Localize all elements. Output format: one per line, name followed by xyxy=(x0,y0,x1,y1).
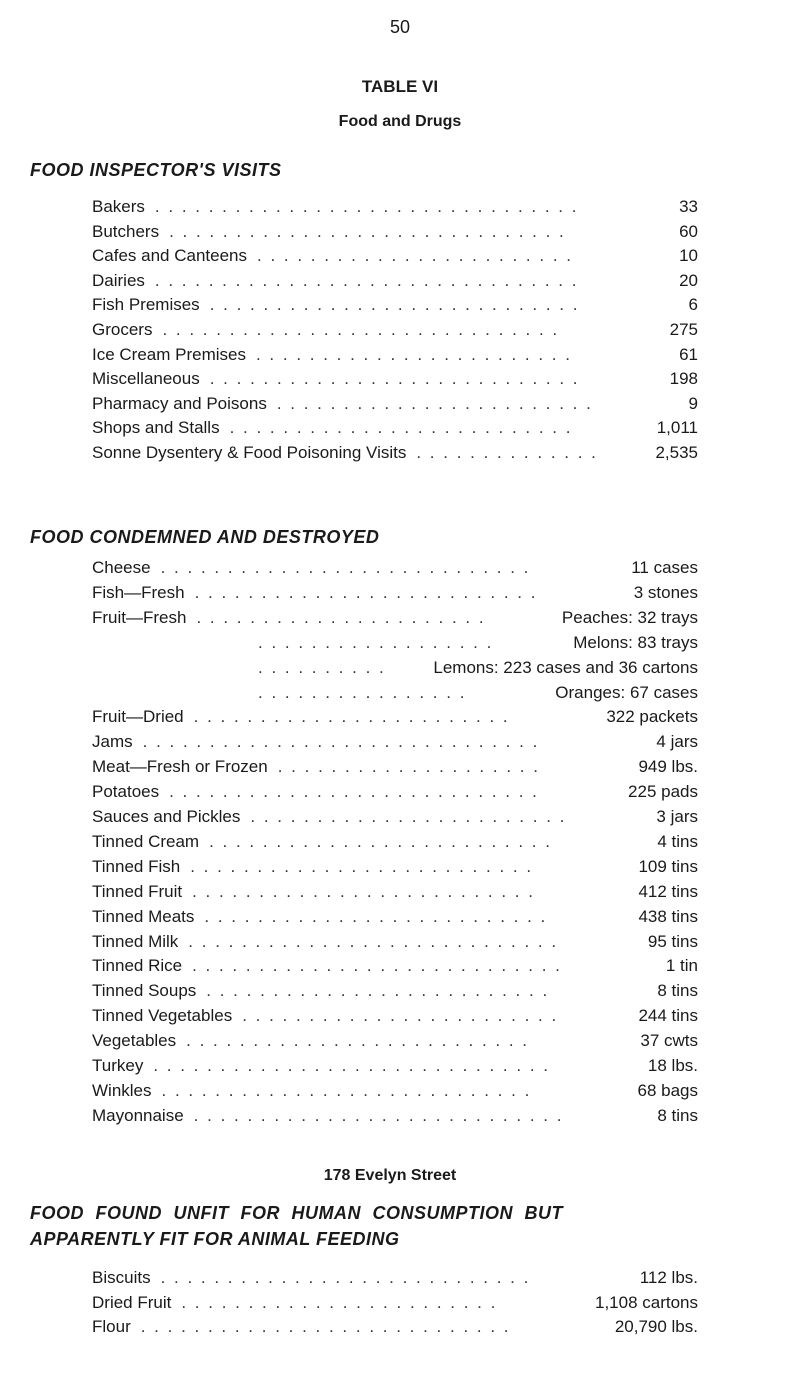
inspector-visits-heading: FOOD INSPECTOR'S VISITS xyxy=(30,160,282,180)
dot-leader: . . . . . . . . . . . . . . . . . . . . . . . . . . . . . . . . xyxy=(154,197,579,216)
row-value: 8 tins xyxy=(657,1105,698,1125)
table-row xyxy=(88,366,698,392)
row-value: 198 xyxy=(669,369,698,389)
dot-leader: . . . . . . . . . . . . . . . . . . . . . . . . . . xyxy=(204,906,548,926)
row-label: Ice Cream Premises xyxy=(92,344,246,364)
row-value: 244 tins xyxy=(638,1006,698,1026)
row-label: Dairies xyxy=(92,270,145,290)
dot-leader: . . . . . . . . . . . . . . . . . . . . . . . . . . xyxy=(192,881,535,901)
dot-leader: . . . . . . . . . . . . . . . . . . . . . . . . . . . . xyxy=(188,931,559,951)
row-value: 1 tin xyxy=(665,956,698,976)
dot-leader: . . . . . . . . . . . . . . . . . . xyxy=(258,632,494,652)
table-row xyxy=(88,1028,698,1054)
dot-leader: . . . . . . . . . . . . . . . . . . . . . . . . . . xyxy=(206,981,550,1001)
row-value: 949 lbs. xyxy=(638,757,698,777)
dot-leader: . . . . . . . . . . . . . . . . . . . . . . . . . . . . . . . . xyxy=(154,270,579,290)
dot-leader: . . . . . . . . . . . . . . . . . . . . . . . . xyxy=(257,246,573,266)
dot-leader: . . . . . . . . . . . . . . . . . . . . . . . . xyxy=(250,807,567,826)
page-number: 50 xyxy=(389,17,411,37)
table-row xyxy=(88,1265,698,1291)
row-value: Lemons: 223 cases and 36 cartons xyxy=(433,657,698,677)
row-value: 225 pads xyxy=(628,782,698,802)
row-value: Melons: 83 trays xyxy=(573,632,698,652)
row-label: Tinned Fruit xyxy=(92,881,183,901)
table-row xyxy=(88,555,698,581)
row-label: Flour xyxy=(92,1317,131,1336)
row-value: 322 packets xyxy=(606,707,698,727)
row-label: Tinned Cream xyxy=(92,831,200,851)
table-row xyxy=(88,1053,698,1079)
table-row xyxy=(88,879,698,905)
table-row xyxy=(88,268,698,294)
row-value: 275 xyxy=(669,320,698,339)
dot-leader: . . . . . . . . . . . . . . . . . . . . . . . . . . . . xyxy=(192,956,562,976)
dot-leader: . . . . . . . . . . . . . . . . . . . . . . . . . . . . . . xyxy=(169,221,566,241)
table-row xyxy=(88,754,698,780)
dot-leader: . . . . . . . . . . . . . . . . . . . . . . . . . . . . . . xyxy=(142,732,540,752)
address: 178 Evelyn Street xyxy=(323,1167,457,1184)
row-value: 20,790 lbs. xyxy=(614,1317,698,1336)
dot-leader: . . . . . . . . . . . . . . . . . . . . . . . . . . . . xyxy=(193,1105,564,1125)
row-label: Potatoes xyxy=(92,782,160,802)
dot-leader: . . . . . . . . . . . . . . . . . . . . . . . . . . xyxy=(229,418,573,438)
dot-leader: . . . . . . . . . . . . . . . . . . . . . . . . . . . . xyxy=(169,782,539,802)
row-label: Mayonnaise xyxy=(92,1105,184,1125)
table-row xyxy=(88,978,698,1004)
dot-leader: . . . . . . . . . . . . . . . . . . . . . . . . . . . . xyxy=(140,1317,511,1336)
row-label: Grocers xyxy=(92,320,153,339)
row-label: Winkles xyxy=(92,1080,152,1100)
row-label: Sauces and Pickles xyxy=(92,807,241,826)
table-row xyxy=(88,243,698,269)
table-row xyxy=(88,194,698,220)
table-row xyxy=(88,580,698,606)
row-value: 1,108 cartons xyxy=(594,1292,698,1312)
row-label: Cafes and Canteens xyxy=(92,246,247,266)
row-label: Cheese xyxy=(92,558,151,577)
table-row xyxy=(88,1003,698,1029)
table-title: TABLE VI xyxy=(361,77,439,96)
table-row xyxy=(88,729,698,755)
row-value: 1,011 xyxy=(656,418,698,438)
table-row xyxy=(88,1103,698,1129)
table-row xyxy=(88,605,698,631)
dot-leader: . . . . . . . . . . . . . . . . . . . . . . . . . . . . xyxy=(160,1268,531,1287)
table-row xyxy=(88,342,698,368)
dot-leader: . . . . . . . . . . . . . . . . . . . . . . . . xyxy=(193,707,510,727)
dot-leader: . . . . . . . . . . . . . . . . xyxy=(258,682,467,702)
row-value: 33 xyxy=(679,197,698,216)
row-label: Biscuits xyxy=(92,1268,151,1287)
row-value: 109 tins xyxy=(638,856,698,876)
table-row xyxy=(88,1290,698,1316)
row-label: Tinned Rice xyxy=(92,956,183,976)
row-value: 10 xyxy=(679,246,698,266)
unfit-food-heading-line1: FOOD FOUND UNFIT FOR HUMAN CONSUMPTION BUT xyxy=(30,1203,563,1223)
table-row xyxy=(88,680,698,706)
table-row xyxy=(88,219,698,245)
table-row xyxy=(88,904,698,930)
table-row xyxy=(88,317,698,343)
row-value: 95 tins xyxy=(647,931,698,951)
row-value: 20 xyxy=(679,270,698,290)
table-row xyxy=(88,440,698,466)
row-label: Meat—Fresh or Frozen xyxy=(92,757,268,777)
dot-leader: . . . . . . . . . . . . . . . . . . . . . . xyxy=(196,607,486,627)
dot-leader: . . . . . . . . . . . . . . . . . . . . . . . . xyxy=(255,344,572,364)
dot-leader: . . . . . . . . . . . . . . . . . . . . . . . . . . . . . . xyxy=(153,1056,550,1075)
row-value: 18 lbs. xyxy=(647,1056,698,1075)
table-row xyxy=(88,854,698,880)
row-value: 3 stones xyxy=(633,582,698,602)
row-value: 6 xyxy=(688,295,698,315)
dot-leader: . . . . . . . . . . . . . . . . . . . . . . . . xyxy=(181,1292,498,1312)
table-row xyxy=(88,630,698,656)
row-value: 61 xyxy=(679,344,698,364)
row-value: 37 cwts xyxy=(640,1031,698,1051)
dot-leader: . . . . . . . . . . . . . . xyxy=(416,443,598,462)
row-value: 60 xyxy=(679,221,698,241)
row-value: 8 tins xyxy=(657,981,698,1001)
dot-leader: . . . . . . . . . . . . . . . . . . . . . . . . . . xyxy=(190,856,534,876)
row-label: Shops and Stalls xyxy=(92,418,220,438)
dot-leader: . . . . . . . . . . . . . . . . . . . . . . . . . . . . xyxy=(209,369,580,389)
table-row xyxy=(88,415,698,441)
dot-leader: . . . . . . . . . . . . . . . . . . . . . . . . . . xyxy=(194,582,538,602)
dot-leader: . . . . . . . . . . . . . . . . . . . . . . . . . . xyxy=(209,831,552,851)
row-value: 112 lbs. xyxy=(639,1268,698,1287)
row-value: 4 jars xyxy=(656,732,698,752)
row-value: Oranges: 67 cases xyxy=(555,682,698,702)
dot-leader: . . . . . . . . . . xyxy=(258,657,386,677)
dot-leader: . . . . . . . . . . . . . . . . . . . . . . . . . . . . . . xyxy=(162,320,560,339)
row-label: Fish Premises xyxy=(92,295,200,315)
row-label: Fish—Fresh xyxy=(92,582,185,602)
row-label: Tinned Soups xyxy=(92,981,197,1001)
table-row xyxy=(88,929,698,955)
table-row xyxy=(88,829,698,855)
table-row xyxy=(88,779,698,805)
table-row xyxy=(88,1314,698,1340)
row-label: Tinned Meats xyxy=(92,906,195,926)
table-row xyxy=(88,953,698,979)
unfit-food-heading-line2: APPARENTLY FIT FOR ANIMAL FEEDING xyxy=(30,1229,400,1249)
dot-leader: . . . . . . . . . . . . . . . . . . . . . . . . . . . . xyxy=(209,295,580,315)
row-value: 3 jars xyxy=(656,807,698,826)
row-label: Miscellaneous xyxy=(92,369,200,389)
food-condemned-heading: FOOD CONDEMNED AND DESTROYED xyxy=(30,527,380,547)
row-label: Tinned Fish xyxy=(92,856,181,876)
row-label: Fruit—Fresh xyxy=(92,607,187,627)
dot-leader: . . . . . . . . . . . . . . . . . . . . . . . . . . . . xyxy=(160,558,531,577)
row-label: Tinned Vegetables xyxy=(92,1006,233,1026)
row-value: 2,535 xyxy=(655,443,698,462)
dot-leader: . . . . . . . . . . . . . . . . . . . . . . . . xyxy=(242,1006,559,1026)
table-subtitle: Food and Drugs xyxy=(338,113,462,130)
dot-leader: . . . . . . . . . . . . . . . . . . . . xyxy=(277,757,540,777)
row-value: 412 tins xyxy=(638,881,698,901)
row-label: Pharmacy and Poisons xyxy=(92,393,267,413)
table-row xyxy=(88,1078,698,1104)
row-label: Dried Fruit xyxy=(92,1292,172,1312)
table-row xyxy=(88,804,698,830)
row-label: Jams xyxy=(92,732,133,752)
row-value: 11 cases xyxy=(631,558,698,577)
row-label: Vegetables xyxy=(92,1031,177,1051)
row-value: 9 xyxy=(688,393,698,413)
dot-leader: . . . . . . . . . . . . . . . . . . . . . . . . . . . . xyxy=(161,1080,532,1100)
dot-leader: . . . . . . . . . . . . . . . . . . . . . . . . . . xyxy=(186,1031,530,1051)
dot-leader: . . . . . . . . . . . . . . . . . . . . . . . . xyxy=(276,393,593,413)
table-row xyxy=(88,704,698,730)
row-value: 68 bags xyxy=(637,1080,698,1100)
table-row xyxy=(88,292,698,318)
row-label: Sonne Dysentery & Food Poisoning Visits xyxy=(92,443,407,462)
row-value: Peaches: 32 trays xyxy=(561,607,698,627)
table-row xyxy=(88,391,698,417)
row-value: 4 tins xyxy=(657,831,698,851)
row-label: Turkey xyxy=(92,1056,144,1075)
table-row xyxy=(88,655,698,681)
row-label: Bakers xyxy=(92,197,145,216)
row-label: Butchers xyxy=(92,221,160,241)
row-label: Fruit—Dried xyxy=(92,707,184,727)
row-value: 438 tins xyxy=(638,906,698,926)
row-label: Tinned Milk xyxy=(92,931,179,951)
